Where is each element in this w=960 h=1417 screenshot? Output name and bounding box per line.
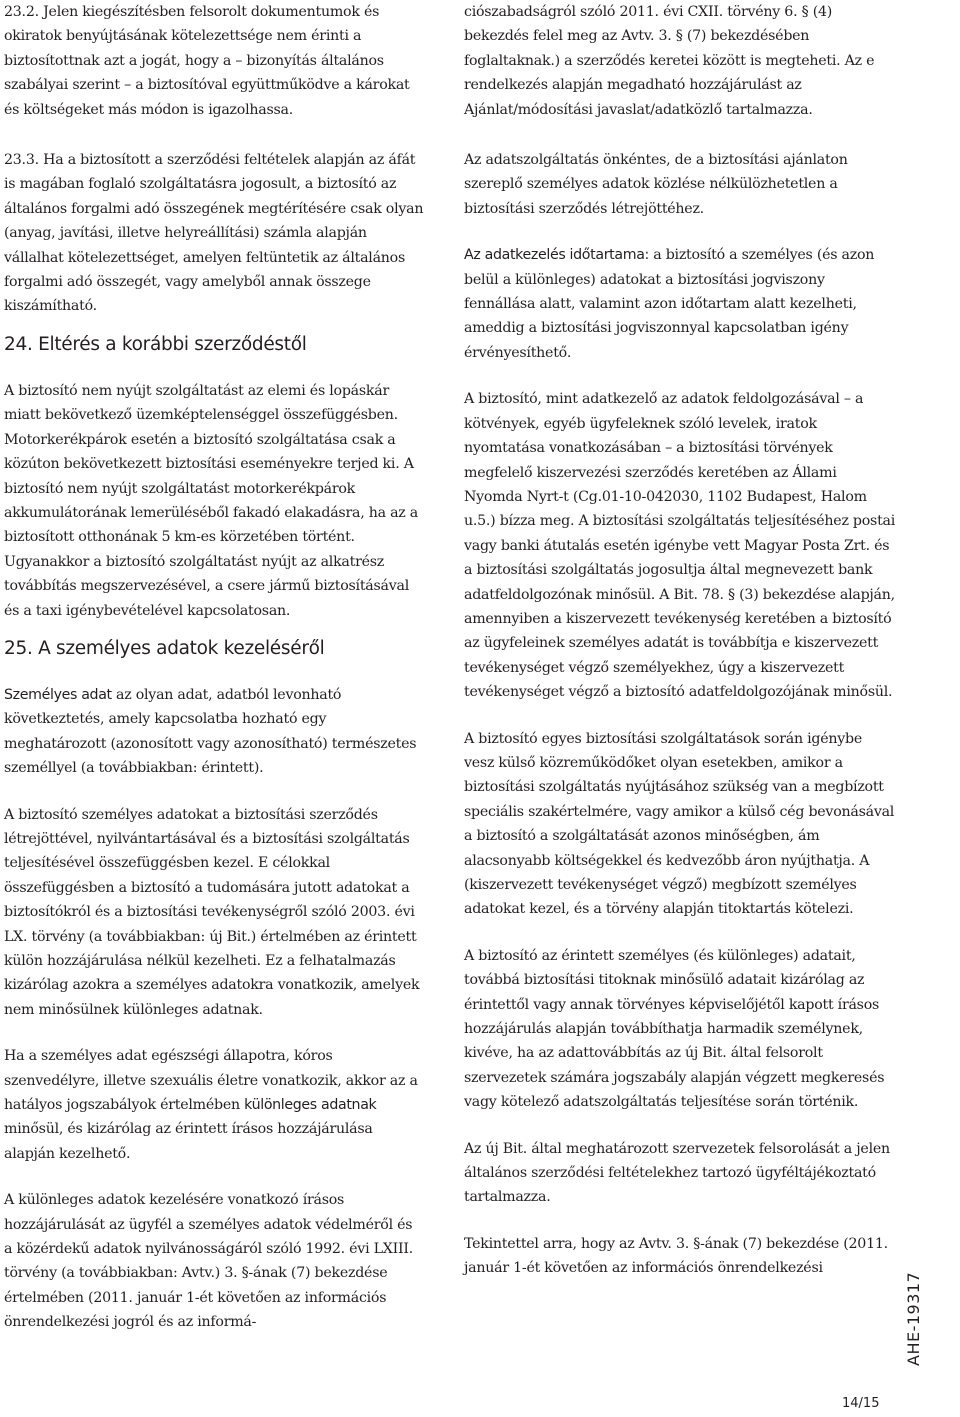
- paragraph-external: A biztosító egyes biztosítási szolgáltatások során igénybe vesz külső közreműködőket olyan esetekben, amikor a biztosítási szolgáltatás nyújtásához szükség van a megbízott speciális szakértelmére, vagy amikor a külső cég bevonásával a biztosító a szolgáltatását azonos minőségben, ám alacsonyabb költségekkel és kedvezőbb áron nyújthatja. A (kiszervezett tevékenységet végző) megbízott személyes adatokat kezel, és a törvény alapján titoktartás kötelezi.: [464, 730, 895, 918]
- section-heading-24: 24. Eltérés a korábbi szerződéstől: [4, 333, 307, 355]
- section-heading-25: 25. A személyes adatok kezeléséről: [4, 637, 325, 659]
- paragraph-continuation: ciószabadságról szóló 2011. évi CXII. törvény 6. § (4) bekezdés felel meg az Avtv. 3. § (7) bekezdésében foglaltaknak.) a szerződés keretei között is megteheti. Az e rendelkezés alapján megadható hozzájárulást az Ajánlat/módosítási javaslat/adatközlő tartalmazza.: [464, 4, 875, 118]
- page-number: 14/15: [842, 1396, 880, 1411]
- paragraph-duration: [464, 243, 896, 365]
- term-special-data: különleges adatnak: [244, 1097, 377, 1114]
- paragraph-25-consent: A különleges adatok kezelésére vonatkozó írásos hozzájárulását az ügyfél a személyes adatok védelméről és a közérdekű adatok nyilvánosságáról szóló 1992. évi LXIII. törvény (a továbbiakban: Avtv.) 3. §-ának (7) bekezdése értelmében (2011. január 1-ét követően az információs önrendelkezési jogról és az informá-: [4, 1192, 413, 1331]
- special-text-post: minősül, és kizárólag az érintett írásos hozzájárulása alapján kezelhető.: [4, 1121, 373, 1162]
- paragraph-processor: A biztosító, mint adatkezelő az adatok feldolgozásával – a kötvények, egyéb ügyfeleknek szóló levelek, iratok nyomtatása vonatkozásában – a biztosítási törvények megfelelő kiszervezési szerződés keretében az Állami Nyomda Nyrt-t (Cg.01-10-042030, 1102 Budapest, Halom u.5.) bízza meg. A biztosítási szolgáltatás teljesítéséhez postai vagy banki átutalás esetén igénybe vett Magyar Posta Zrt. és a biztosítási szolgáltatás jogosultja által megnevezett bank adatfeldolgozónak minősül. A Bit. 78. § (3) bekezdése alapján, amennyiben a kiszervezett tevékenység keretében a biztosító az ügyfeleinek személyes adatát is továbbítja e kiszervezett tevékenységet végző személyekhez, úgy a kiszervezett tevékenységet végző a biztosító adatfeldolgozójának minősül.: [464, 391, 896, 701]
- term-personal-data: Személyes adat: [4, 686, 112, 703]
- term-duration: Az adatkezelés időtartama:: [464, 247, 649, 264]
- paragraph-last: Tekintettel arra, hogy az Avtv. 3. §-ának (7) bekezdése (2011. január 1-ét követően az információs önrendelkezési: [464, 1235, 888, 1277]
- left-column: [4, 0, 424, 1335]
- definition-text: az olyan adat, adatból levonható következtetés, amely kapcsolatba hozható egy meghatározott (azonosított vagy azonosítható) természetes személlyel (a továbbiakban: érintett).: [4, 686, 417, 777]
- special-text-pre: Ha a személyes adat egészségi állapotra, kóros szenvedélyre, illetve szexuális életre vonatkozik, akkor az a hatályos jogszabályok értelmében: [4, 1048, 418, 1114]
- document-code: AHE-19317: [904, 1271, 923, 1366]
- paragraph-25-special: [4, 1044, 424, 1166]
- paragraph-25-definition: [4, 683, 424, 781]
- paragraph-new-bit: Az új Bit. által meghatározott szervezetek felsorolását a jelen általános szerződési feltételekhez tartozó ügyféltájékoztató tartalmazza.: [464, 1140, 890, 1206]
- paragraph-23-2: 23.2. Jelen kiegészítésben felsorolt dokumentumok és okiratok benyújtásának kötelezettsége nem érinti a biztosítottnak azt a jogát, hogy a – bizonyítás általános szabályai szerint – a biztosítóval együttműködve a károkat és költségeket más módon is igazolhassa.: [4, 4, 410, 118]
- paragraph-voluntary: Az adatszolgáltatás önkéntes, de a biztosítási ajánlaton szereplő személyes adatok közlése nélkülözhetetlen a biztosítási szerződés létrejöttéhez.: [464, 152, 848, 217]
- paragraph-transfer: A biztosító az érintett személyes (és különleges) adatait, továbbá biztosítási titoknak minősülő adatait kizárólag az érintettől vagy annak törvényes képviselőjétől kapott írásos hozzájárulás alapján továbbíthatja harmadik személynek, kivéve, ha az adattovábbítás az új Bit. által felsorolt szervezetek számára jogszabály alapján végzett megkeresés vagy kötelező adatszolgáltatás teljesítése során történik.: [464, 947, 885, 1111]
- paragraph-25-purpose: A biztosító személyes adatokat a biztosítási szerződés létrejöttével, nyilvántartásával és a biztosítási szolgáltatás teljesítésével összefüggésben kezel. E célokkal összefüggésben a biztosító a tudomására jutott adatokat a biztosítókról és a biztosítási tevékenységről szóló 2003. évi LX. törvény (a továbbiakban: új Bit.) értelmében az érintett külön hozzájárulása nélkül kezelheti. Ez a felhatalmazás kizárólag azokra a személyes adatokra vonatkozik, amelyek nem minősülnek különleges adatnak.: [4, 806, 420, 1018]
- duration-text: a biztosító a személyes (és azon belül a különleges) adatokat a biztosítási jogviszony fennállása alatt, valamint azon időtartam alatt kezelheti, ameddig a biztosítási jogviszonnyal kapcsolatban igény érvényesíthető.: [464, 247, 875, 361]
- paragraph-24: A biztosító nem nyújt szolgáltatást az elemi és lopáskár miatt bekövetkező üzemképtelenséggel összefüggésben. Motorkerékpárok esetén a biztosító szolgáltatása csak a közúton bekövetkezett biztosítási eseményekre terjed ki. A biztosító nem nyújt szolgáltatást motorkerékpárok akkumulátorának lemerüléséből fakadó elakadásra, ha az a biztosított otthonának 5 km-es körzetében történt. Ugyanakkor a biztosító szolgáltatást nyújt az alkatrész továbbítás megszervezésével, a csere jármű biztosításával és a taxi igénybevételével kapcsolatosan.: [4, 382, 418, 619]
- right-column: [464, 0, 896, 1281]
- paragraph-23-3: 23.3. Ha a biztosított a szerződési feltételek alapján az áfát is magában foglaló szolgáltatásra jogosult, a biztosító az általános forgalmi adó összegének megtérítésére csak olyan (anyag, javítási, illetve helyreállítási) számla alapján vállalhat kötelezettséget, amelyen feltüntetik az általános forgalmi adó összegét, vagy amelyből annak összege kiszámítható.: [4, 152, 424, 315]
